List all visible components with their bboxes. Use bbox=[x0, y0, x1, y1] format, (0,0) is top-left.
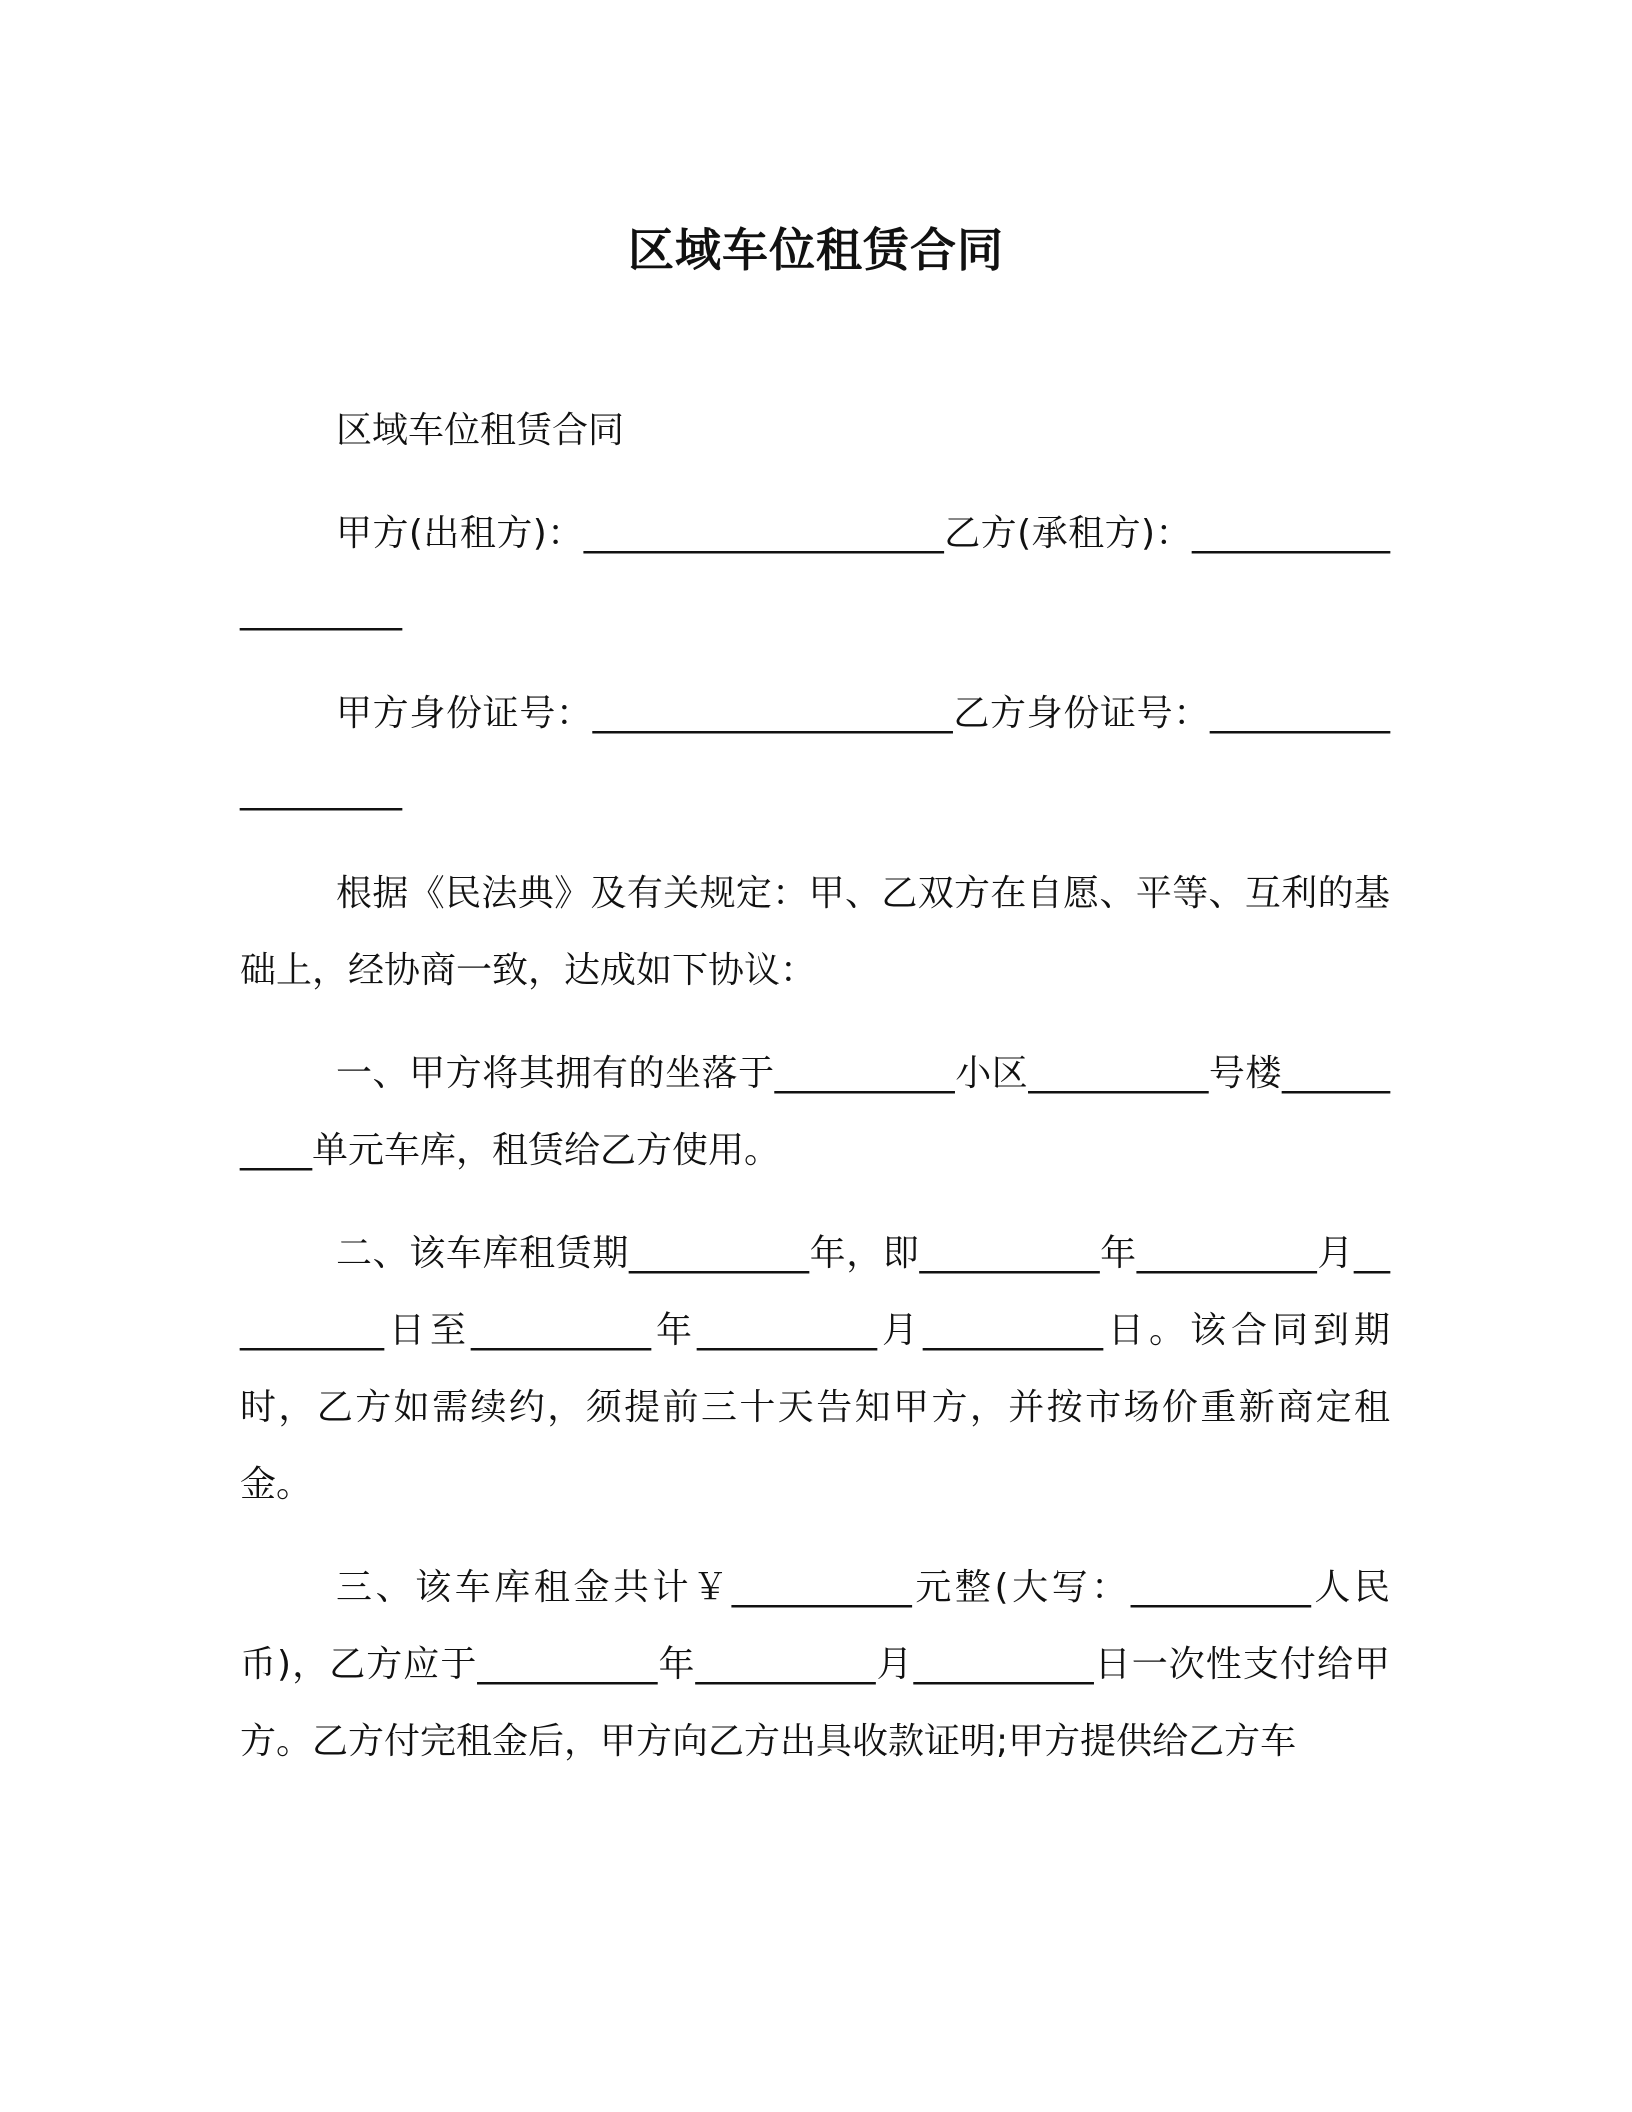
paragraph-id-numbers: 甲方身份证号：____________________乙方身份证号：___________________ bbox=[240, 693, 1390, 811]
document-body bbox=[240, 392, 1390, 1806]
paragraph-heading: 区域车位租赁合同 bbox=[336, 410, 625, 451]
clause-1: 一、甲方将其拥有的坐落于__________小区__________号楼__________单元车库，租赁给乙方使用。 bbox=[240, 1053, 1390, 1171]
clause-2: 二、该车库租赁期__________年，即__________年__________月__________日至__________年__________月__________日。该合同到期时，乙方如需续约，须提前三十天告知甲方，并按市场价重新商定租金。 bbox=[240, 1233, 1390, 1505]
clause-3: 三、该车库租金共计￥__________元整(大写：__________人民币)，乙方应于__________年__________月__________日一次性支付给甲方。乙方付完租金后，甲方向乙方出具收款证明;甲方提供给乙方车 bbox=[240, 1567, 1390, 1762]
paragraph-parties: 甲方(出租方)：____________________乙方(承租方)：____________________ bbox=[240, 513, 1390, 631]
document-title: 区域车位租赁合同 bbox=[628, 223, 1004, 277]
paragraph-preamble: 根据《民法典》及有关规定：甲、乙双方在自愿、平等、互利的基础上，经协商一致，达成如下协议： bbox=[240, 873, 1390, 991]
